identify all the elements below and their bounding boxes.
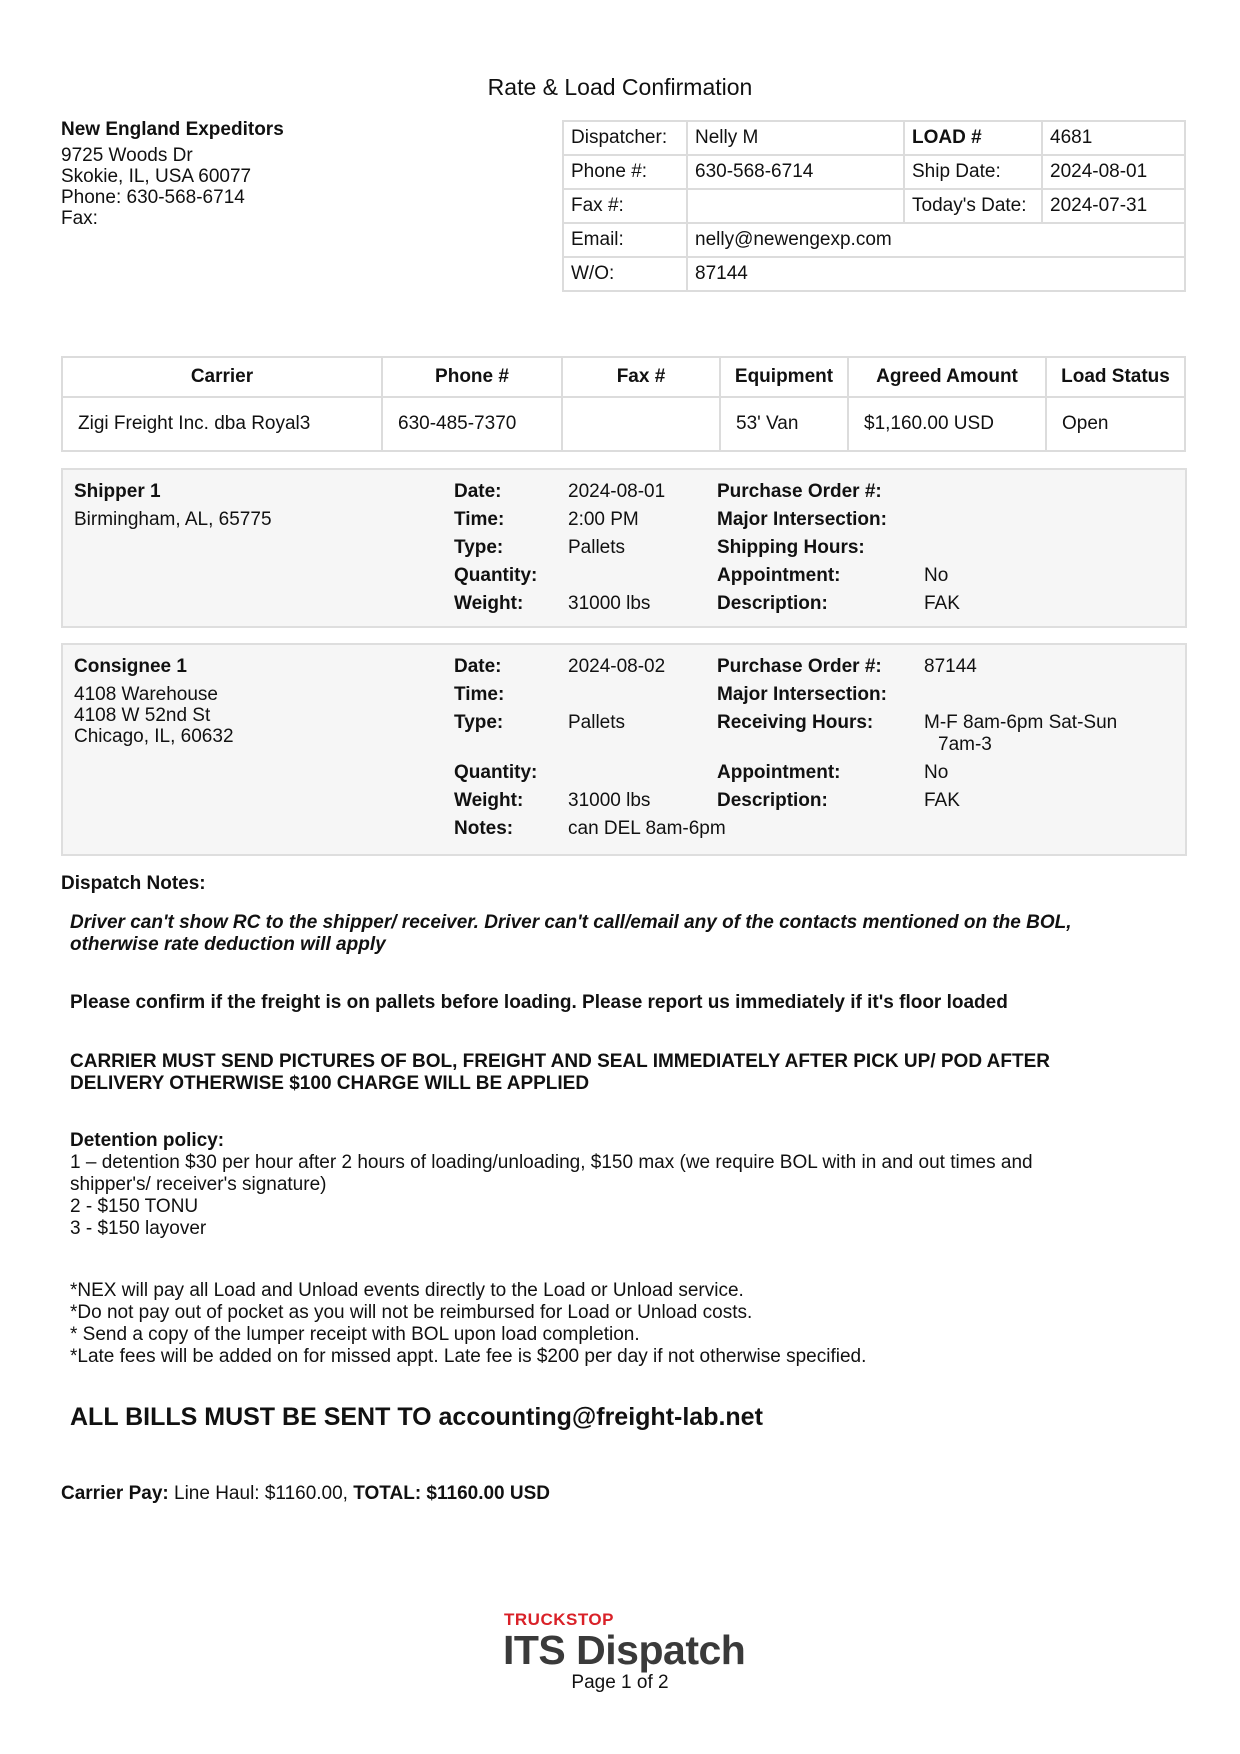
detention-item-3: 3 - $150 layover [70,1218,207,1239]
ship-date-label: Ship Date: [904,155,1042,189]
table-row [62,397,1185,451]
consignee-appointment-label: Appointment: [717,762,841,783]
wo-value: 87144 [687,257,1185,291]
consignee-description-value: FAK [924,790,960,811]
carrier-table [61,356,1186,452]
wo-label: W/O: [563,257,687,291]
dispatcher-table [562,120,1186,292]
consignee-quantity-label: Quantity: [454,762,538,783]
shipper-address: Birmingham, AL, 65775 [74,509,272,530]
rc-note-line2: otherwise rate deduction will apply [70,934,386,955]
lumper-note-3: * Send a copy of the lumper receipt with BOL upon load completion. [70,1324,640,1345]
consignee-address-line2: 4108 W 52nd St [74,705,211,726]
ship-date-value: 2024-08-01 [1042,155,1185,189]
shipper-date-label: Date: [454,481,502,502]
shipper-appointment-value: No [924,565,949,586]
equipment-header: Equipment [720,357,848,397]
logo-its-dispatch-text: ITS Dispatch [503,1627,746,1673]
lumper-note-4: *Late fees will be added on for missed appt. Late fee is $200 per day if not otherwise specified. [70,1346,867,1367]
todays-date-value: 2024-07-31 [1042,189,1185,223]
consignee-type-value: Pallets [568,712,626,733]
bills-instruction: ALL BILLS MUST BE SENT TO accounting@freight-lab.net [70,1403,763,1431]
rc-note [70,912,1180,956]
consignee-intersection-label: Major Intersection: [717,684,887,705]
shipper-type-value: Pallets [568,537,626,558]
receiving-hours-label: Receiving Hours: [717,712,874,733]
pictures-note [70,1051,1180,1095]
carrier-pay-total: TOTAL: $1160.00 USD [353,1483,551,1504]
shipper-time-label: Time: [454,509,505,530]
consignee-appointment-value: No [924,762,949,783]
company-name: New England Expeditors [61,119,284,140]
consignee-address-line1: 4108 Warehouse [74,684,219,705]
phone-value: 630-568-6714 [687,155,904,189]
shipper-heading: Shipper 1 [74,481,161,502]
company-fax: Fax: [61,208,98,229]
consignee-heading: Consignee 1 [74,656,187,677]
shipper-date-value: 2024-08-01 [568,481,666,502]
load-status-header: Load Status [1046,357,1185,397]
consignee-po-label: Purchase Order #: [717,656,882,677]
load-number-value: 4681 [1042,121,1185,155]
receiving-hours-line2: 7am-3 [938,734,992,755]
lumper-note-1: *NEX will pay all Load and Unload events directly to the Load or Unload service. [70,1280,744,1301]
detention-policy-title: Detention policy: [70,1130,225,1151]
carrier-pay [61,1483,550,1505]
carrier-phone: 630-485-7370 [382,397,562,451]
carrier-fax-header: Fax # [562,357,720,397]
load-number-label: LOAD # [904,121,1042,155]
email-label: Email: [563,223,687,257]
shipper-po-label: Purchase Order #: [717,481,882,502]
consignee-notes-value: can DEL 8am-6pm [568,818,726,839]
load-status-value: Open [1046,397,1185,451]
agreed-amount-value: $1,160.00 USD [848,397,1046,451]
logo-truckstop-text: TRUCKSTOP [504,1610,614,1629]
detention-item-1a: 1 – detention $30 per hour after 2 hours of loading/unloading, $150 max (we require BOL with in and out times and [70,1152,1033,1173]
consignee-notes-label: Notes: [454,818,514,839]
lumper-notes [70,1280,1180,1368]
shipper-weight-label: Weight: [454,593,524,614]
consignee-info [74,656,234,747]
carrier-pay-label: Carrier Pay: [61,1483,169,1504]
consignee-date-label: Date: [454,656,502,677]
equipment-value: 53' Van [720,397,848,451]
receiving-hours-line1: M-F 8am-6pm Sat-Sun [924,712,1118,733]
shipper-weight-value: 31000 lbs [568,593,651,614]
consignee-po-value: 87144 [924,656,977,677]
pictures-note-line1: CARRIER MUST SEND PICTURES OF BOL, FREIGHT AND SEAL IMMEDIATELY AFTER PICK UP/ POD AFTER [70,1051,1050,1072]
truckstop-its-dispatch-logo [503,1610,745,1674]
company-address-line1: 9725 Woods Dr [61,145,193,166]
detention-item-2: 2 - $150 TONU [70,1196,199,1217]
carrier-header: Carrier [62,357,382,397]
shipper-intersection-label: Major Intersection: [717,509,887,530]
shipper-info [74,481,272,530]
consignee-date-value: 2024-08-02 [568,656,666,677]
consignee-box [61,643,1187,856]
pictures-note-line2: DELIVERY OTHERWISE $100 CHARGE WILL BE APPLIED [70,1073,590,1094]
shipper-description-label: Description: [717,593,828,614]
company-block [61,119,284,229]
shipper-box [61,468,1187,628]
detention-item-1b: shipper's/ receiver's signature) [70,1174,327,1195]
phone-label: Phone #: [563,155,687,189]
todays-date-label: Today's Date: [904,189,1042,223]
shipper-type-label: Type: [454,537,504,558]
rc-note-line1: Driver can't show RC to the shipper/ receiver. Driver can't call/email any of the contacts mentioned on the BOL, [70,912,1072,933]
page-title: Rate & Load Confirmation [487,74,753,100]
company-phone: Phone: 630-568-6714 [61,187,245,208]
consignee-type-label: Type: [454,712,504,733]
email-value: nelly@newengexp.com [687,223,1185,257]
consignee-time-label: Time: [454,684,505,705]
consignee-description-label: Description: [717,790,828,811]
carrier-name: Zigi Freight Inc. dba Royal3 [62,397,382,451]
dispatch-notes-title: Dispatch Notes: [61,873,206,894]
shipping-hours-label: Shipping Hours: [717,537,865,558]
detention-policy [70,1130,1180,1240]
dispatcher-label: Dispatcher: [563,121,687,155]
company-address-line2: Skokie, IL, USA 60077 [61,166,252,187]
dispatcher-value: Nelly M [687,121,904,155]
fax-value [687,189,904,223]
pallets-note: Please confirm if the freight is on pallets before loading. Please report us immediately if it's floor loaded [70,992,1008,1013]
shipper-time-value: 2:00 PM [568,509,639,530]
fax-label: Fax #: [563,189,687,223]
lumper-note-2: *Do not pay out of pocket as you will not be reimbursed for Load or Unload costs. [70,1302,753,1323]
carrier-phone-header: Phone # [382,357,562,397]
consignee-address-line3: Chicago, IL, 60632 [74,726,234,747]
shipper-quantity-label: Quantity: [454,565,538,586]
agreed-amount-header: Agreed Amount [848,357,1046,397]
line-haul: Line Haul: $1160.00, [168,1483,354,1504]
page-number: Page 1 of 2 [571,1672,669,1693]
consignee-weight-label: Weight: [454,790,524,811]
consignee-weight-value: 31000 lbs [568,790,651,811]
shipper-description-value: FAK [924,593,960,614]
shipper-appointment-label: Appointment: [717,565,841,586]
carrier-fax [562,397,720,451]
